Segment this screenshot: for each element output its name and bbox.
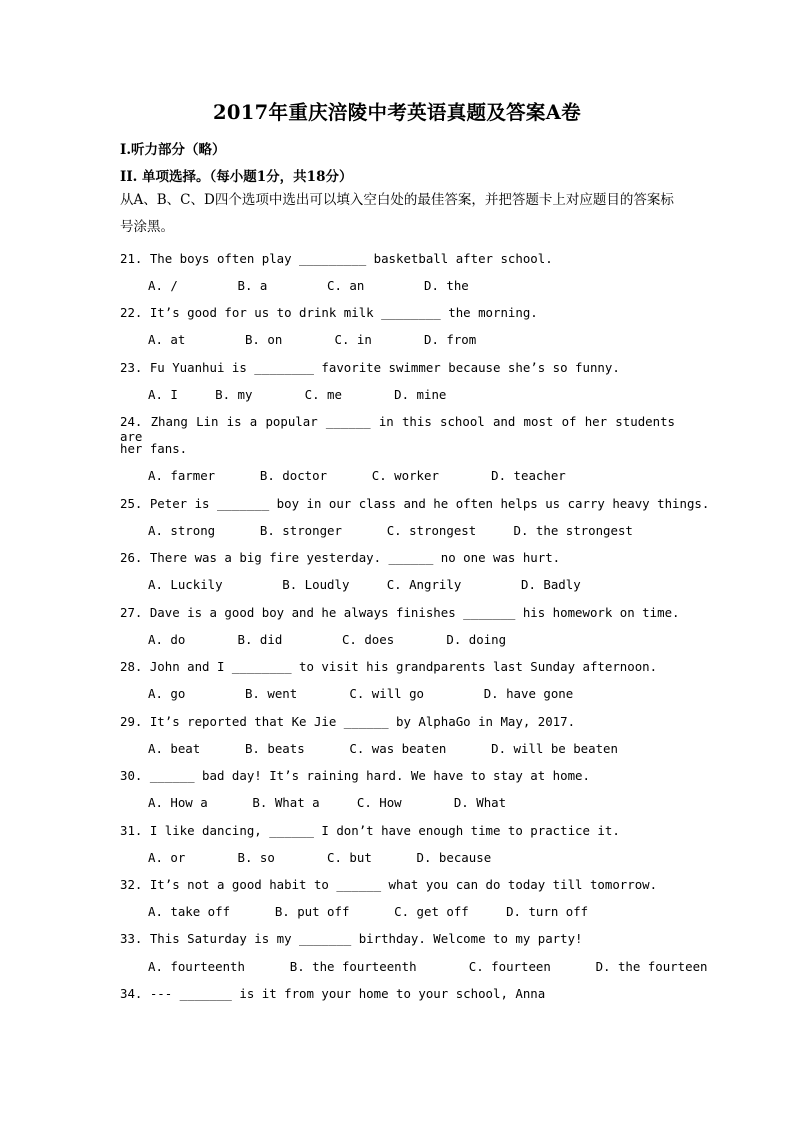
options-27: A. do B. did C. does D. doing	[148, 632, 507, 647]
question-26: 26. There was a big fire yesterday. ______ no one was hurt.	[120, 550, 561, 565]
options-29: A. beat B. beats C. was beaten D. will be beaten	[148, 741, 618, 756]
question-29: 29. It’s reported that Ke Jie ______ by AlphaGo in May, 2017.	[120, 714, 576, 729]
question-33: 33. This Saturday is my _______ birthday. Welcome to my party!	[120, 931, 583, 946]
options-33: A. fourteenth B. the fourteenth C. fourteen D. the fourteen	[148, 959, 708, 974]
question-27: 27. Dave is a good boy and he always finishes _______ his homework on time.	[120, 605, 680, 620]
section-listening-heading: I.听力部分（略）	[120, 142, 226, 158]
options-23: A. I B. my C. me D. mine	[148, 387, 447, 402]
question-28: 28. John and I ________ to visit his grandparents last Sunday afternoon.	[120, 659, 658, 674]
page-title: 2017年重庆涪陵中考英语真题及答案A卷	[213, 101, 581, 124]
question-24: 24. Zhang Lin is a popular ______ in this school and most of her students are	[120, 414, 675, 444]
question-34: 34. --- _______ is it from your home to your school, Anna	[120, 986, 546, 1001]
options-21: A. / B. a C. an D. the	[148, 278, 469, 293]
question-31: 31. I like dancing, ______ I don’t have enough time to practice it.	[120, 823, 620, 838]
options-32: A. take off B. put off C. get off D. turn off	[148, 904, 589, 919]
options-25: A. strong B. stronger C. strongest D. the strongest	[148, 523, 633, 538]
instructions: 从A、B、C、D四个选项中选出可以填入空白处的最佳答案，并把答题卡上对应题目的答案标号涂黑。	[120, 192, 674, 235]
question-21: 21. The boys often play _________ basketball after school.	[120, 251, 553, 266]
options-31: A. or B. so C. but D. because	[148, 850, 492, 865]
question-30: 30. ______ bad day! It’s raining hard. We have to stay at home.	[120, 768, 590, 783]
options-22: A. at B. on C. in D. from	[148, 332, 477, 347]
options-24: A. farmer B. doctor C. worker D. teacher	[148, 468, 566, 483]
question-24-continued: her fans.	[120, 441, 188, 456]
options-26: A. Luckily B. Loudly C. Angrily D. Badly	[148, 577, 581, 592]
options-28: A. go B. went C. will go D. have gone	[148, 686, 574, 701]
question-22: 22. It’s good for us to drink milk ________ the morning.	[120, 305, 538, 320]
question-23: 23. Fu Yuanhui is ________ favorite swimmer because she’s so funny.	[120, 360, 620, 375]
section-choice-heading: II. 单项选择。（每小题1分，共18分）	[120, 169, 353, 185]
question-25: 25. Peter is _______ boy in our class and he often helps us carry heavy things.	[120, 496, 710, 511]
question-32: 32. It’s not a good habit to ______ what you can do today till tomorrow.	[120, 877, 658, 892]
options-30: A. How a B. What a C. How D. What	[148, 795, 507, 810]
